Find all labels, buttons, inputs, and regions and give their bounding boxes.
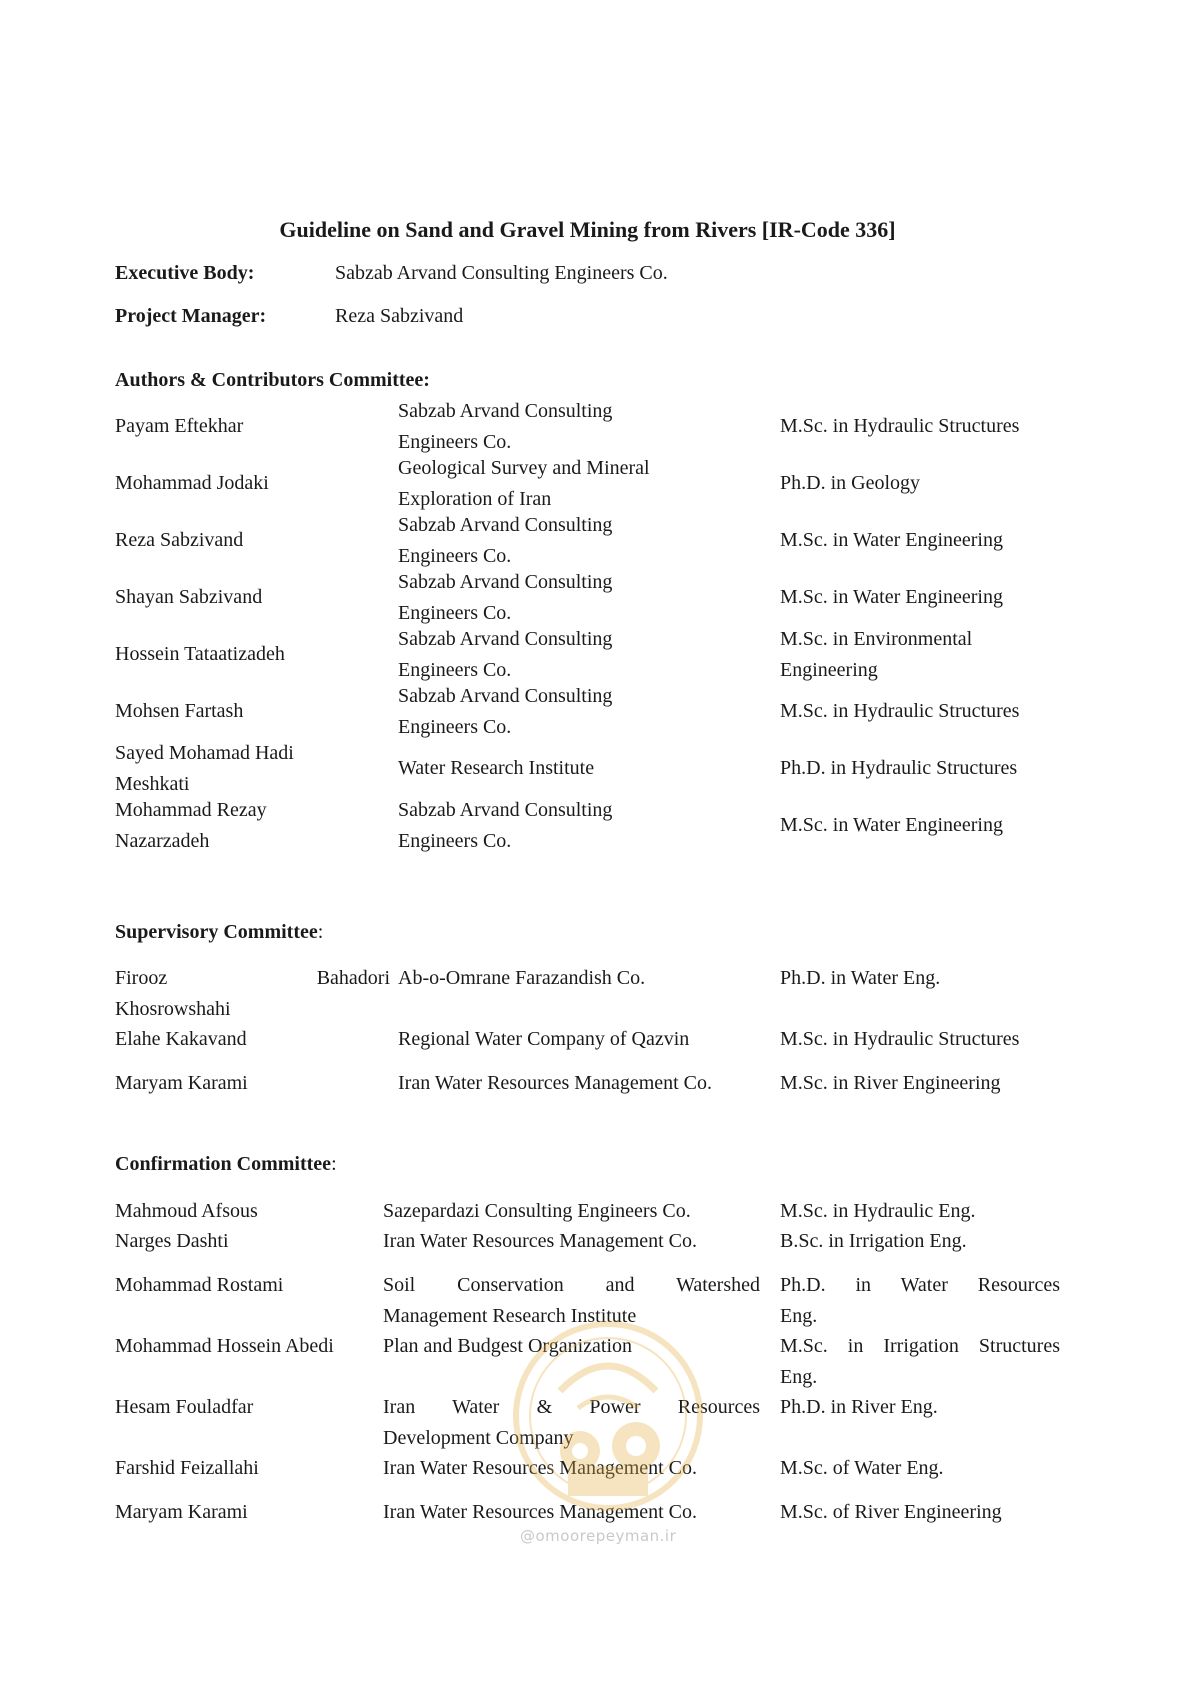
author-degree [780, 582, 1060, 613]
supervisory-table [115, 963, 1060, 1112]
table-row [115, 683, 1060, 740]
cell-line: M.Sc. of Water Eng. [780, 1457, 944, 1479]
cell-line: Sabzab Arvand Consulting [398, 570, 613, 593]
confirmer-degree [780, 1331, 1060, 1393]
author-degree [780, 696, 1060, 727]
cell-line: Iran Water Resources Management Co. [383, 1457, 698, 1479]
table-row [115, 1068, 1060, 1112]
confirmer-name: Narges Dashti [115, 1230, 229, 1252]
cell-line: Meshkati [115, 772, 190, 795]
confirmer-degree [780, 1497, 1060, 1528]
cell-line: Engineers Co. [398, 430, 512, 453]
author-degree [780, 411, 1060, 442]
cell-line: Soil Conservation and Watershed [383, 1274, 760, 1296]
project-manager-row [115, 301, 463, 331]
author-degree [780, 810, 1060, 841]
cell-line: Payam Eftekhar [115, 415, 244, 437]
table-row [115, 512, 1060, 569]
confirmer-degree [780, 1453, 1060, 1484]
cell-line: M.Sc. in Hydraulic Eng. [780, 1200, 976, 1222]
cell-line: Sabzab Arvand Consulting [398, 798, 613, 821]
supervisory-heading [115, 917, 323, 947]
supervisory-heading-text: Supervisory Committee [115, 921, 318, 943]
supervisor-organization: Regional Water Company of Qazvin [398, 1028, 690, 1050]
document-title: Guideline on Sand and Gravel Mining from Rivers [IR-Code 336] [279, 217, 896, 242]
cell-line: Elahe Kakavand [115, 1028, 247, 1050]
name-part: Firooz [115, 967, 168, 989]
cell-line [115, 963, 398, 994]
confirmer-name: Mohammad Rostami [115, 1274, 284, 1296]
name-part: Bahadori [316, 967, 390, 989]
supervisor-organization: Ab-o-Omrane Farazandish Co. [398, 967, 646, 989]
cell-line: Eng. [780, 1305, 818, 1327]
supervisor-name [115, 1024, 398, 1055]
cell-line: M.Sc. in Water Engineering [780, 586, 1003, 608]
cell-line: Sabzab Arvand Consulting [398, 513, 613, 536]
cell-line: Engineers Co. [398, 829, 512, 852]
project-manager-value: Reza Sabzivand [335, 305, 464, 327]
confirmer-organization [383, 1196, 780, 1227]
cell-line: Ph.D. in Hydraulic Structures [780, 757, 1018, 779]
cell-line: M.Sc. in Hydraulic Structures [780, 415, 1020, 437]
cell-line: Engineers Co. [398, 544, 512, 567]
supervisor-degree: Ph.D. in Water Eng. [780, 967, 941, 989]
executive-body-row [115, 258, 668, 288]
cell-line: Sayed Mohamad Hadi [115, 741, 294, 764]
cell-line: Mohsen Fartash [115, 700, 244, 722]
supervisor-degree: M.Sc. in River Engineering [780, 1072, 1001, 1094]
cell-line: Iran Water Resources Management Co. [383, 1230, 698, 1252]
author-organization [398, 567, 780, 629]
confirmation-heading-text: Confirmation Committee [115, 1153, 332, 1175]
author-name [115, 468, 398, 499]
confirmer-name: Mahmoud Afsous [115, 1200, 258, 1222]
confirmer-degree [780, 1392, 1060, 1423]
cell-line: Exploration of Iran [398, 487, 552, 510]
cell-line: Iran Water Resources Management Co. [383, 1501, 698, 1523]
confirmer-degree [780, 1226, 1060, 1257]
authors-table [115, 398, 1060, 854]
table-row [115, 1196, 1060, 1226]
table-row [115, 569, 1060, 626]
author-organization [398, 681, 780, 743]
table-row [115, 740, 1060, 797]
cell-line: Plan and Budgest Organization [383, 1335, 633, 1357]
cell-line: Eng. [780, 1366, 818, 1388]
author-degree [780, 753, 1060, 784]
confirmer-name: Mohammad Hossein Abedi [115, 1335, 334, 1357]
cell-line: Ph.D. in Geology [780, 472, 920, 494]
table-row [115, 626, 1060, 683]
supervisory-heading-colon: : [317, 921, 324, 943]
cell-line: M.Sc. in Environmental [780, 627, 973, 650]
author-organization [398, 795, 780, 857]
cell-line: Hossein Tataatizadeh [115, 643, 285, 665]
cell-line: Ph.D. in River Eng. [780, 1396, 938, 1418]
watermark-text: @omoorepeyman.ir [520, 1527, 677, 1545]
table-row [115, 797, 1060, 854]
author-name [115, 582, 398, 613]
confirmer-name: Farshid Feizallahi [115, 1457, 259, 1479]
cell-line: M.Sc. of River Engineering [780, 1501, 1002, 1523]
author-name [115, 738, 398, 800]
cell-line: Sabzab Arvand Consulting [398, 684, 613, 707]
table-row [115, 398, 1060, 455]
cell-line: Ph.D. in Water Resources [780, 1274, 1060, 1296]
author-name [115, 639, 398, 670]
cell-line: Engineering [780, 658, 878, 681]
author-organization [398, 624, 780, 686]
cell-line: Water Research Institute [398, 757, 595, 779]
author-organization [398, 396, 780, 458]
author-name [115, 696, 398, 727]
cell-line: Geological Survey and Mineral [398, 456, 650, 479]
cell-line: Sabzab Arvand Consulting [398, 627, 613, 650]
confirmer-organization [383, 1226, 780, 1257]
supervisor-name [115, 1068, 398, 1099]
authors-heading: Authors & Contributors Committee: [115, 369, 430, 391]
supervisor-name [115, 963, 398, 1025]
confirmer-name: Hesam Fouladfar [115, 1396, 254, 1418]
executive-body-value: Sabzab Arvand Consulting Engineers Co. [335, 262, 668, 284]
cell-line: Engineers Co. [398, 601, 512, 624]
cell-line: Maryam Karami [115, 1072, 248, 1094]
author-name [115, 795, 398, 857]
table-row [115, 1226, 1060, 1270]
author-organization [398, 753, 780, 784]
cell-line: Mohammad Jodaki [115, 472, 269, 494]
cell-line: M.Sc. in Irrigation Structures [780, 1335, 1060, 1357]
cell-line: Engineers Co. [398, 715, 512, 738]
confirmation-heading-colon: : [331, 1153, 337, 1175]
author-degree [780, 525, 1060, 556]
cell-line: Reza Sabzivand [115, 529, 244, 551]
confirmer-degree [780, 1196, 1060, 1227]
cell-line: Sazepardazi Consulting Engineers Co. [383, 1200, 691, 1222]
executive-body-label: Executive Body: [115, 262, 255, 284]
author-organization [398, 510, 780, 572]
cell-line: Shayan Sabzivand [115, 586, 263, 608]
table-row [115, 1024, 1060, 1068]
cell-line: Development Company [383, 1427, 574, 1449]
author-name [115, 411, 398, 442]
author-degree [780, 468, 1060, 499]
cell-line: B.Sc. in Irrigation Eng. [780, 1230, 967, 1252]
cell-line: M.Sc. in Hydraulic Structures [780, 700, 1020, 722]
author-name [115, 525, 398, 556]
confirmer-name: Maryam Karami [115, 1501, 248, 1523]
cell-line: Management Research Institute [383, 1305, 637, 1327]
supervisor-degree: M.Sc. in Hydraulic Structures [780, 1028, 1020, 1050]
confirmation-heading [115, 1149, 337, 1179]
cell-line: M.Sc. in Water Engineering [780, 814, 1003, 836]
cell-line: Iran Water & Power Resources [383, 1396, 760, 1418]
cell-line: Mohammad Rezay [115, 798, 267, 821]
supervisor-organization: Iran Water Resources Management Co. [398, 1072, 713, 1094]
cell-line: Sabzab Arvand Consulting [398, 399, 613, 422]
author-organization [398, 453, 780, 515]
cell-line: Engineers Co. [398, 658, 512, 681]
author-degree [780, 624, 1060, 686]
confirmer-degree [780, 1270, 1060, 1332]
cell-line: Nazarzadeh [115, 829, 210, 852]
project-manager-label: Project Manager: [115, 305, 267, 327]
table-row [115, 963, 1060, 1024]
cell-line: M.Sc. in Water Engineering [780, 529, 1003, 551]
cell-line: Khosrowshahi [115, 998, 231, 1020]
table-row [115, 455, 1060, 512]
